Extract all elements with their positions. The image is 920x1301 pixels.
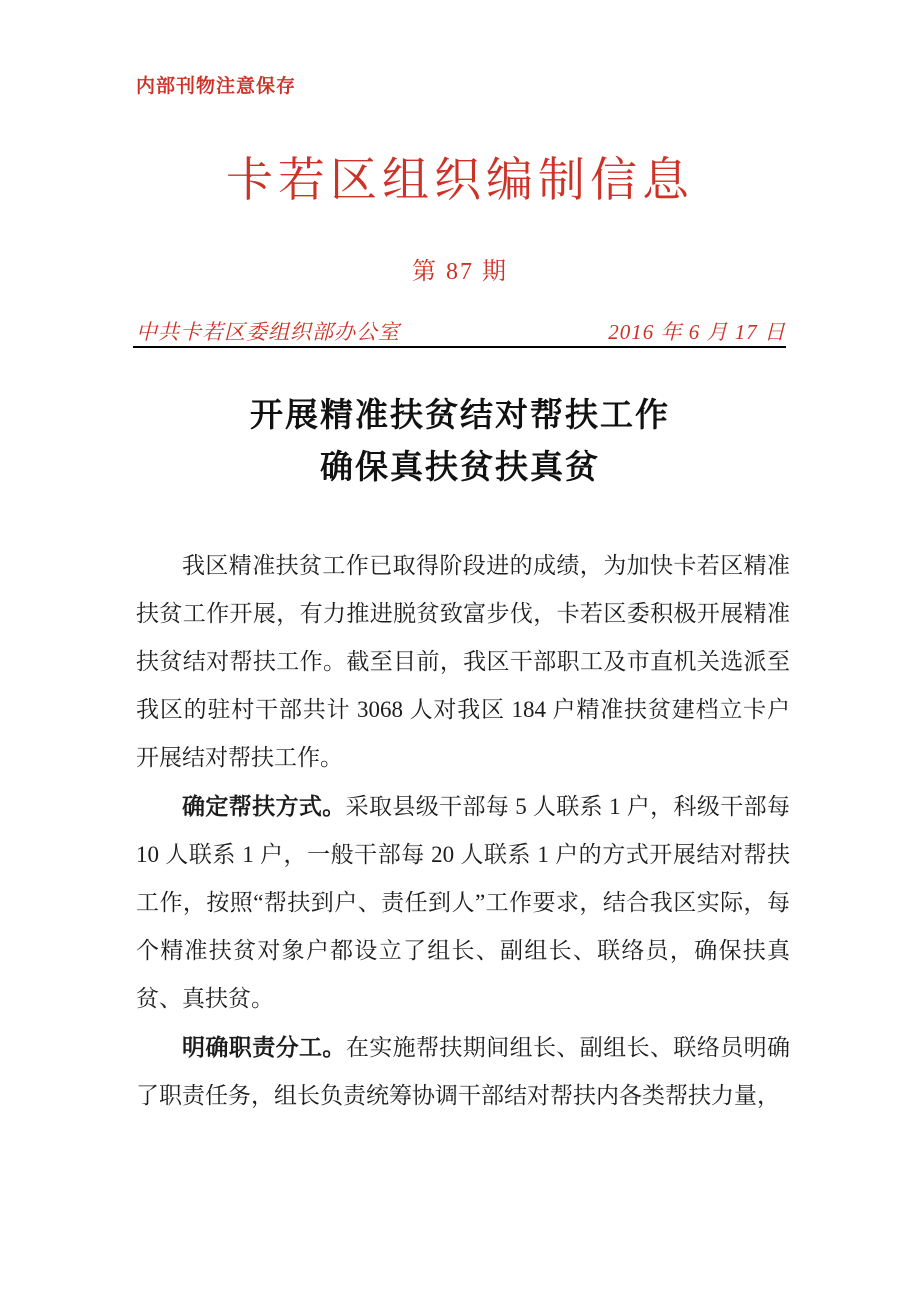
paragraph-text: 我区精准扶贫工作已取得阶段进的成绩，为加快卡若区精准扶贫工作开展，有力推进脱贫致富步伐，卡若区委积极开展精准扶贫结对帮扶工作。截至目前，我区干部职工及市直机关选派至我区的驻村干部共计 3068 人对我区 184 户精准扶贫建档立卡户开展结对帮扶工作。 xyxy=(136,553,790,770)
article-title-line1: 开展精准扶贫结对帮扶工作 xyxy=(250,398,670,434)
office-date-row xyxy=(136,316,786,346)
paragraph-help-method xyxy=(136,782,790,1023)
article-body xyxy=(136,541,790,1120)
header-rule xyxy=(133,346,786,348)
issue-date: 2016 年 6 月 17 日 xyxy=(608,320,786,344)
issuing-office: 中共卡若区委组织部办公室 xyxy=(136,320,400,344)
paragraph-intro xyxy=(136,541,790,782)
paragraph-text: 在实施帮扶期间组长、副组长、联络员明确了职责任务，组长负责统筹协调干部结对帮扶内各类帮扶力量， xyxy=(136,1035,791,1108)
article-title xyxy=(0,390,920,494)
internal-note: 内部刊物注意保存 xyxy=(136,76,297,97)
paragraph-lead: 确定帮扶方式。 xyxy=(182,793,346,819)
paragraph-lead: 明确职责分工。 xyxy=(182,1034,346,1060)
issue-number: 第 87 期 xyxy=(412,259,508,285)
paragraph-text: 采取县级干部每 5 人联系 1 户，科级干部每 10 人联系 1 户，一般干部每 20 人联系 1 户的方式开展结对帮扶工作，按照“帮扶到户、责任到人”工作要求，结合我区实际，每个精准扶贫对象户都设立了组长、副组长、联络员，确保扶真贫、真扶贫。 xyxy=(136,794,791,1011)
paragraph-duty-division xyxy=(136,1023,790,1120)
article-title-line2: 确保真扶贫扶真贫 xyxy=(320,450,600,486)
masthead-title: 卡若区组织编制信息 xyxy=(226,155,694,207)
